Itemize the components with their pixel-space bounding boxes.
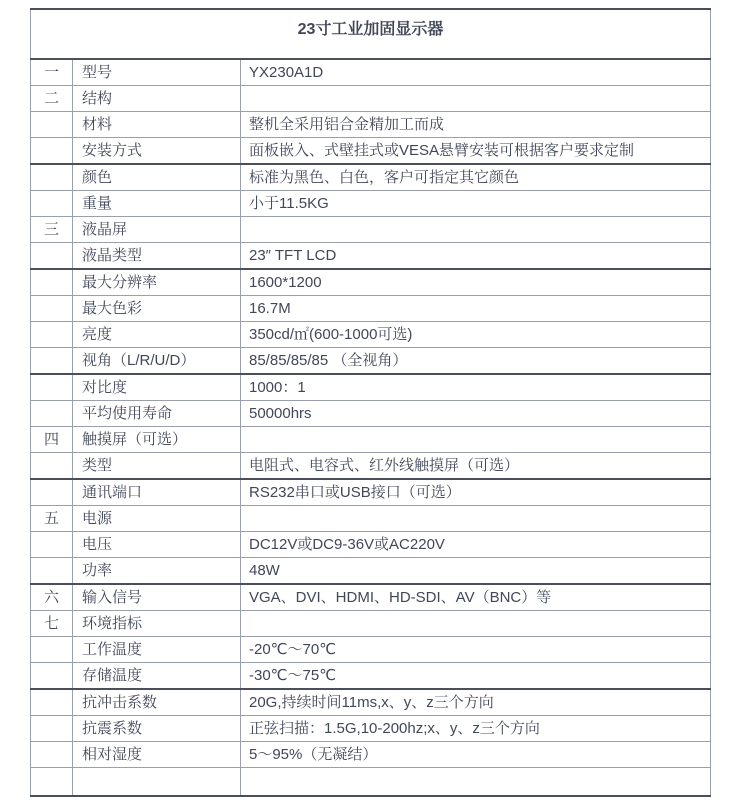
row-label-cell: 电源 [73, 506, 241, 532]
row-value-cell: 48W [241, 558, 711, 585]
row-index-cell [31, 637, 73, 663]
table-row [31, 348, 711, 375]
table-row [31, 689, 711, 716]
table-row [31, 59, 711, 86]
table-row [31, 138, 711, 165]
specification-table-body [31, 9, 711, 796]
row-label-cell: 存储温度 [73, 663, 241, 690]
row-value-cell: 85/85/85/85 （全视角） [241, 348, 711, 375]
row-index-cell [31, 191, 73, 217]
table-row [31, 532, 711, 558]
row-index-cell [31, 768, 73, 797]
table-row [31, 742, 711, 768]
row-value-cell: 小于11.5KG [241, 191, 711, 217]
row-value-cell: 整机全采用铝合金精加工而成 [241, 112, 711, 138]
row-value-cell: 面板嵌入、式壁挂式或VESA悬臂安装可根据客户要求定制 [241, 138, 711, 165]
row-index-cell [31, 716, 73, 742]
row-value-cell: 350cd/㎡(600-1000可选) [241, 322, 711, 348]
row-value-cell [241, 611, 711, 637]
table-row [31, 427, 711, 453]
table-row [31, 243, 711, 270]
table-row [31, 768, 711, 797]
page-title: 23寸工业加固显示器 [31, 9, 711, 59]
row-index-cell: 七 [31, 611, 73, 637]
row-label-cell: 输入信号 [73, 584, 241, 611]
table-row [31, 374, 711, 401]
row-value-cell: 1600*1200 [241, 269, 711, 296]
table-row [31, 322, 711, 348]
table-row [31, 663, 711, 690]
row-index-cell [31, 138, 73, 165]
row-value-cell: VGA、DVI、HDMI、HD-SDI、AV（BNC）等 [241, 584, 711, 611]
row-index-cell [31, 164, 73, 191]
row-index-cell [31, 453, 73, 480]
row-value-cell: -20℃～70℃ [241, 637, 711, 663]
row-value-cell: 电阻式、电容式、红外线触摸屏（可选） [241, 453, 711, 480]
row-index-cell [31, 322, 73, 348]
row-value-cell: 23″ TFT LCD [241, 243, 711, 270]
row-label-cell: 抗震系数 [73, 716, 241, 742]
row-label-cell: 相对湿度 [73, 742, 241, 768]
row-label-cell: 通讯端口 [73, 479, 241, 506]
row-index-cell [31, 532, 73, 558]
row-value-cell: 标准为黑色、白色，客户可指定其它颜色 [241, 164, 711, 191]
table-row [31, 611, 711, 637]
row-label-cell: 安装方式 [73, 138, 241, 165]
row-label-cell [73, 768, 241, 797]
row-value-cell [241, 217, 711, 243]
table-row [31, 296, 711, 322]
row-index-cell: 三 [31, 217, 73, 243]
row-value-cell: 1000：1 [241, 374, 711, 401]
row-value-cell: -30℃～75℃ [241, 663, 711, 690]
row-value-cell: YX230A1D [241, 59, 711, 86]
row-index-cell [31, 374, 73, 401]
row-label-cell: 型号 [73, 59, 241, 86]
row-value-cell: RS232串口或USB接口（可选） [241, 479, 711, 506]
row-index-cell [31, 663, 73, 690]
row-label-cell: 最大色彩 [73, 296, 241, 322]
table-row [31, 637, 711, 663]
row-index-cell [31, 243, 73, 270]
row-label-cell: 液晶类型 [73, 243, 241, 270]
table-row [31, 191, 711, 217]
row-value-cell: 20G,持续时间11ms,x、y、z三个方向 [241, 689, 711, 716]
row-index-cell [31, 558, 73, 585]
row-index-cell [31, 689, 73, 716]
row-label-cell: 平均使用寿命 [73, 401, 241, 427]
row-index-cell [31, 348, 73, 375]
row-value-cell [241, 427, 711, 453]
table-row [31, 401, 711, 427]
table-row [31, 479, 711, 506]
row-index-cell: 四 [31, 427, 73, 453]
table-row [31, 217, 711, 243]
table-row [31, 269, 711, 296]
row-index-cell: 二 [31, 86, 73, 112]
row-value-cell [241, 506, 711, 532]
row-value-cell: 50000hrs [241, 401, 711, 427]
row-value-cell: DC12V或DC9-36V或AC220V [241, 532, 711, 558]
row-label-cell: 亮度 [73, 322, 241, 348]
row-index-cell: 六 [31, 584, 73, 611]
specification-table [30, 8, 711, 797]
row-label-cell: 液晶屏 [73, 217, 241, 243]
table-row [31, 164, 711, 191]
row-value-cell [241, 768, 711, 797]
row-label-cell: 对比度 [73, 374, 241, 401]
row-index-cell [31, 112, 73, 138]
row-label-cell: 类型 [73, 453, 241, 480]
table-row [31, 453, 711, 480]
row-value-cell [241, 86, 711, 112]
row-value-cell: 16.7M [241, 296, 711, 322]
row-label-cell: 颜色 [73, 164, 241, 191]
row-index-cell: 五 [31, 506, 73, 532]
table-title-row [31, 9, 711, 59]
row-label-cell: 触摸屏（可选） [73, 427, 241, 453]
row-label-cell: 材料 [73, 112, 241, 138]
row-label-cell: 环境指标 [73, 611, 241, 637]
row-index-cell [31, 742, 73, 768]
row-label-cell: 重量 [73, 191, 241, 217]
row-label-cell: 结构 [73, 86, 241, 112]
row-label-cell: 工作温度 [73, 637, 241, 663]
table-row [31, 506, 711, 532]
row-label-cell: 视角（L/R/U/D） [73, 348, 241, 375]
row-value-cell: 5～95%（无凝结） [241, 742, 711, 768]
table-row [31, 112, 711, 138]
row-label-cell: 电压 [73, 532, 241, 558]
row-index-cell [31, 269, 73, 296]
table-row [31, 584, 711, 611]
table-row [31, 716, 711, 742]
row-value-cell: 正弦扫描：1.5G,10-200hz;x、y、z三个方向 [241, 716, 711, 742]
table-row [31, 86, 711, 112]
row-label-cell: 最大分辨率 [73, 269, 241, 296]
row-label-cell: 抗冲击系数 [73, 689, 241, 716]
row-index-cell [31, 401, 73, 427]
row-label-cell: 功率 [73, 558, 241, 585]
row-index-cell [31, 296, 73, 322]
row-index-cell: 一 [31, 59, 73, 86]
table-row [31, 558, 711, 585]
row-index-cell [31, 479, 73, 506]
